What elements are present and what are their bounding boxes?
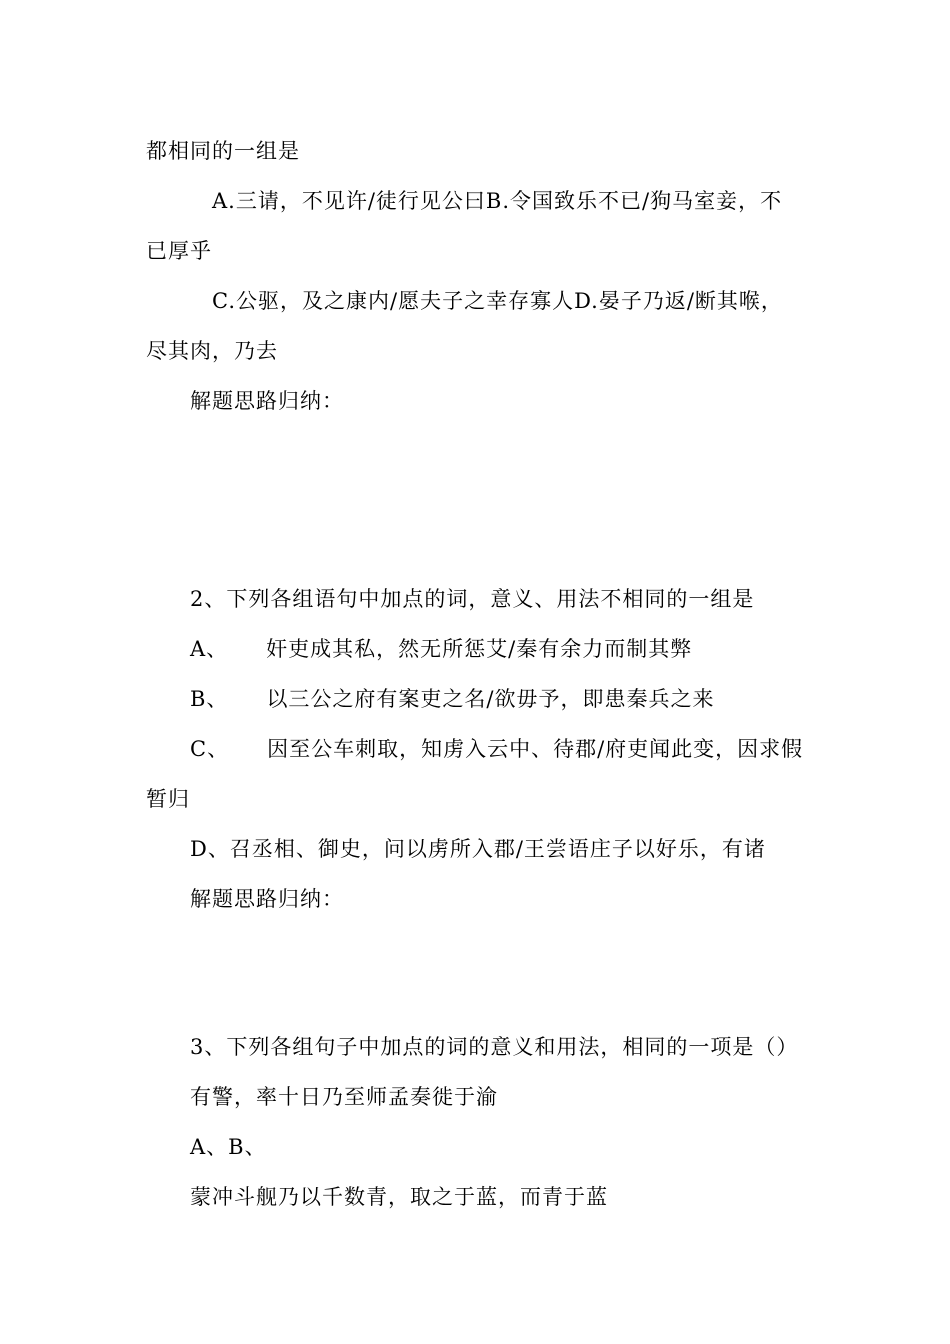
q2-option-a [190,634,692,664]
q2-stem: 2、下列各组语句中加点的词，意义、用法不相同的一组是 [190,587,755,611]
q1-summary-label: 解题思路归纳： [190,389,344,413]
q2-option-c-text: 因至公车刺取，知虏入云中、待郡/府吏闻此变，因求假 [267,737,804,761]
q2-option-b-label: B、 [190,687,229,711]
q3-stem: 3、下列各组句子中加点的词的意义和用法，相同的一项是（） [190,1035,799,1059]
q1-options-cd: C.公驱，及之康内/愿夫子之幸存寡人D.晏子乃返/断其喉， [212,289,783,313]
q1-options-ab-continued: 已厚乎 [146,239,212,263]
q3-line-2: A、B、 [190,1135,267,1159]
q2-option-a-label: A、 [190,637,229,661]
q2-option-a-text: 奸吏成其私，然无所惩艾/秦有余力而制其弊 [266,637,693,661]
q1-options-ab: A.三请，不见许/徒行见公曰B.令国致乐不已/狗马室妾，不 [212,189,783,213]
q2-option-d: D、召丞相、御史，问以虏所入郡/王尝语庄子以好乐，有诸 [190,837,766,861]
q2-option-c-label: C、 [190,737,230,761]
q2-option-c-continued: 暂归 [146,787,190,811]
q1-options-cd-continued: 尽其肉，乃去 [146,339,278,363]
q2-option-b-text: 以三公之府有案吏之名/欲毋予，即患秦兵之来 [266,687,715,711]
q1-stem-tail: 都相同的一组是 [146,139,300,163]
q2-option-c [190,734,803,764]
q2-option-b [190,684,715,714]
q2-summary-label: 解题思路归纳： [190,887,344,911]
q3-line-3: 蒙冲斗舰乃以千数青，取之于蓝，而青于蓝 [190,1185,608,1209]
q3-line-1: 有警，率十日乃至师孟奏徙于渝 [190,1085,498,1109]
